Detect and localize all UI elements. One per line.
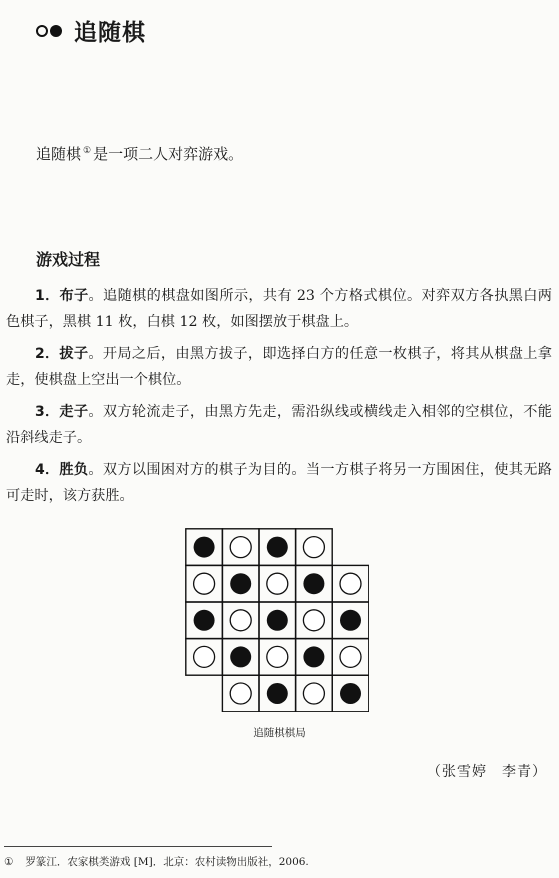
rule-heading: 走子 bbox=[59, 404, 89, 420]
rule-item bbox=[6, 399, 552, 451]
figure-caption: 追随棋棋局 bbox=[253, 727, 306, 739]
black-piece bbox=[340, 610, 361, 631]
rule-number: 4． bbox=[35, 462, 60, 478]
rule-item bbox=[6, 341, 552, 393]
rule-number: 2． bbox=[35, 346, 60, 362]
rules-list bbox=[6, 283, 552, 515]
white-piece bbox=[267, 646, 288, 667]
rule-item bbox=[6, 457, 552, 509]
black-piece bbox=[230, 573, 251, 594]
black-piece bbox=[194, 537, 215, 558]
black-piece bbox=[267, 610, 288, 631]
rule-text: 。开局之后，由黑方拔子，即选择白方的任意一枚棋子，将其从棋盘上拿走，使棋盘上空出一个棋位。 bbox=[6, 346, 552, 388]
rule-text: 。追随棋的棋盘如图所示，共有 23 个方格式棋位。对弈双方各执黑白两色棋子，黑棋 11 枚，白棋 12 枚，如图摆放于棋盘上。 bbox=[6, 288, 552, 330]
black-piece bbox=[267, 683, 288, 704]
rule-item bbox=[6, 283, 552, 335]
white-piece bbox=[194, 573, 215, 594]
white-piece bbox=[340, 646, 361, 667]
rule-number: 3． bbox=[35, 404, 60, 420]
footnote-divider bbox=[4, 846, 272, 847]
black-piece bbox=[303, 646, 324, 667]
intro-text: 是一项二人对弈游戏。 bbox=[93, 145, 244, 163]
black-piece bbox=[303, 573, 324, 594]
white-piece bbox=[303, 683, 324, 704]
intro-paragraph bbox=[36, 143, 243, 164]
white-piece bbox=[303, 610, 324, 631]
game-board bbox=[185, 528, 369, 712]
rule-text: 。双方以围困对方的棋子为目的。当一方棋子将另一方围困住，使其无路可走时，该方获胜。 bbox=[6, 462, 552, 504]
author-credit: （张雪婷 李青） bbox=[427, 764, 547, 780]
game-board-diagram bbox=[185, 528, 369, 712]
white-piece bbox=[230, 683, 251, 704]
black-piece bbox=[194, 610, 215, 631]
circle-open-icon bbox=[36, 25, 48, 37]
white-piece bbox=[194, 646, 215, 667]
footnote-text: 罗篆江．农家棋类游戏 [M]．北京：农村读物出版社，2006. bbox=[25, 856, 309, 868]
black-piece bbox=[230, 646, 251, 667]
rule-heading: 拔子 bbox=[59, 346, 89, 362]
page-title: 追随棋 bbox=[74, 20, 146, 46]
white-piece bbox=[340, 573, 361, 594]
footnote-mark: ① bbox=[4, 856, 14, 868]
section-title: 游戏过程 bbox=[36, 250, 101, 269]
rule-text: 。双方轮流走子，由黑方先走，需沿纵线或横线走入相邻的空棋位，不能沿斜线走子。 bbox=[6, 404, 552, 446]
rule-heading: 布子 bbox=[59, 288, 89, 304]
circle-filled-icon bbox=[50, 25, 62, 37]
footnote bbox=[4, 854, 309, 869]
white-piece bbox=[230, 610, 251, 631]
black-piece bbox=[340, 683, 361, 704]
black-piece bbox=[267, 537, 288, 558]
white-piece bbox=[303, 537, 324, 558]
rule-heading: 胜负 bbox=[59, 462, 89, 478]
footnote-reference: ① bbox=[83, 146, 92, 156]
rule-number: 1． bbox=[35, 288, 60, 304]
white-piece bbox=[267, 573, 288, 594]
intro-term: 追随棋 bbox=[36, 145, 82, 163]
white-piece bbox=[230, 537, 251, 558]
article-heading bbox=[36, 14, 146, 47]
